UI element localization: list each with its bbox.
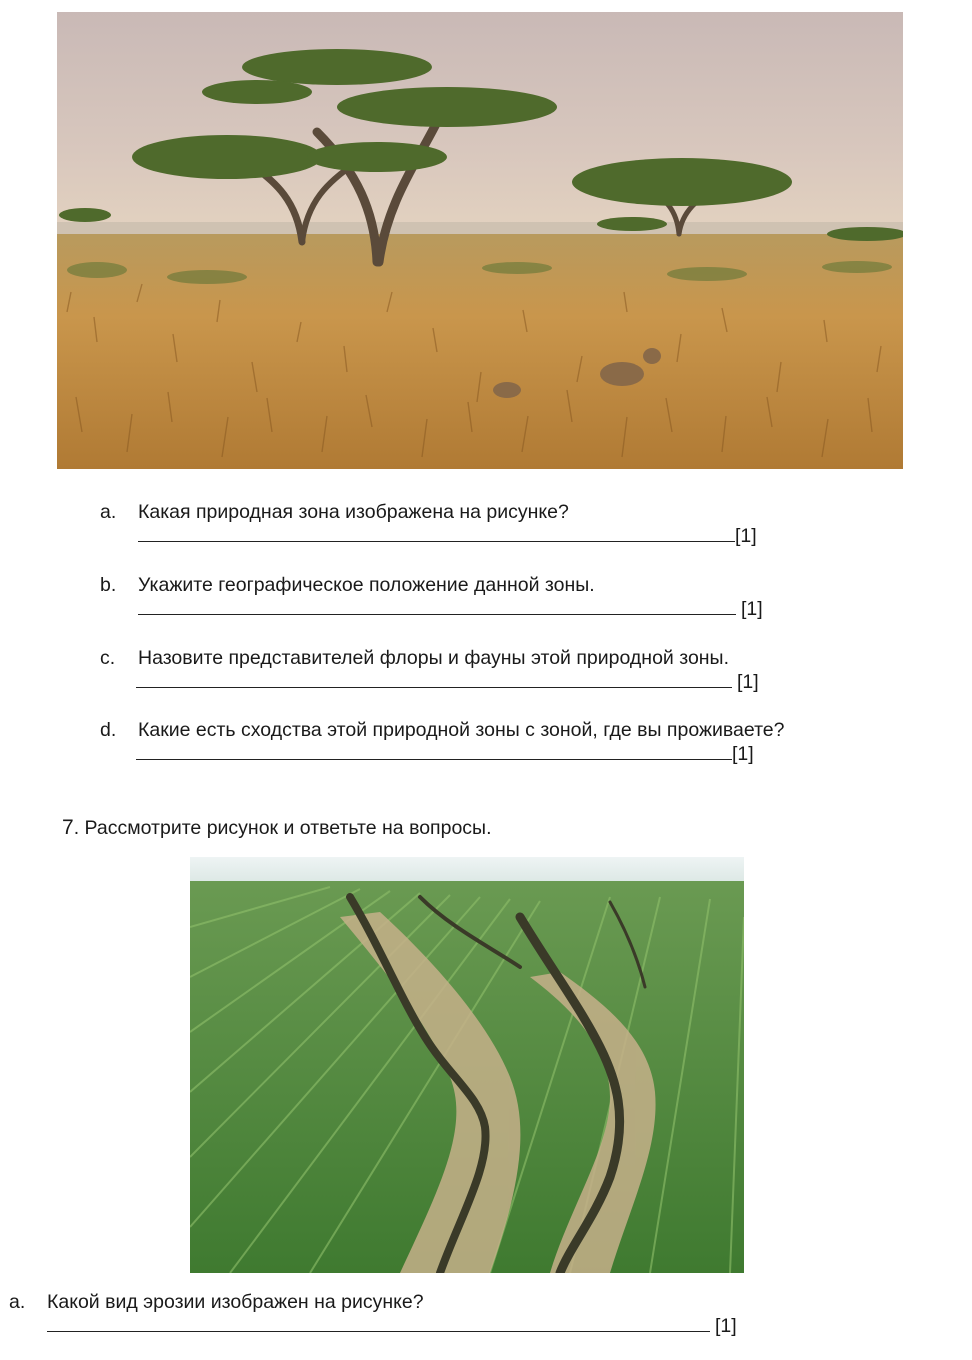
- erosion-photo: [190, 857, 744, 1273]
- question-text: Укажите географическое положение данной зоны.: [138, 574, 595, 596]
- answer-blank[interactable]: [136, 741, 732, 760]
- question-text: Какие есть сходства этой природной зоны с зоной, где вы проживаете?: [138, 719, 785, 741]
- score-mark: [1]: [735, 525, 757, 547]
- score-mark: [1]: [737, 671, 759, 693]
- answer-blank[interactable]: [138, 523, 735, 542]
- question-letter: a.: [100, 501, 117, 523]
- question-letter: b.: [100, 574, 117, 596]
- answer-line-a[interactable]: [138, 523, 757, 548]
- score-mark: [1]: [715, 1315, 737, 1337]
- question-text: Назовите представителей флоры и фауны этой природной зоны.: [138, 647, 729, 669]
- answer-line-c[interactable]: [136, 669, 759, 694]
- answer-blank[interactable]: [136, 669, 732, 688]
- question-letter: d.: [100, 719, 117, 741]
- question-text: Какая природная зона изображена на рисунке?: [138, 501, 569, 523]
- question-letter: a.: [9, 1291, 26, 1313]
- task7-heading: [62, 816, 491, 840]
- question-letter: c.: [100, 647, 116, 669]
- answer-line-d[interactable]: [136, 741, 754, 766]
- score-mark: [1]: [741, 598, 763, 620]
- answer-blank[interactable]: [138, 596, 736, 615]
- question-text: Какой вид эрозии изображен на рисунке?: [47, 1291, 424, 1313]
- task-number: 7: [62, 816, 74, 839]
- savanna-photo: [57, 12, 903, 469]
- score-mark: [1]: [732, 743, 754, 765]
- task-heading-text: . Рассмотрите рисунок и ответьте на вопросы.: [73, 817, 492, 839]
- answer-blank[interactable]: [47, 1313, 710, 1332]
- answer-line-7a[interactable]: [47, 1313, 737, 1338]
- answer-line-b[interactable]: [138, 596, 763, 621]
